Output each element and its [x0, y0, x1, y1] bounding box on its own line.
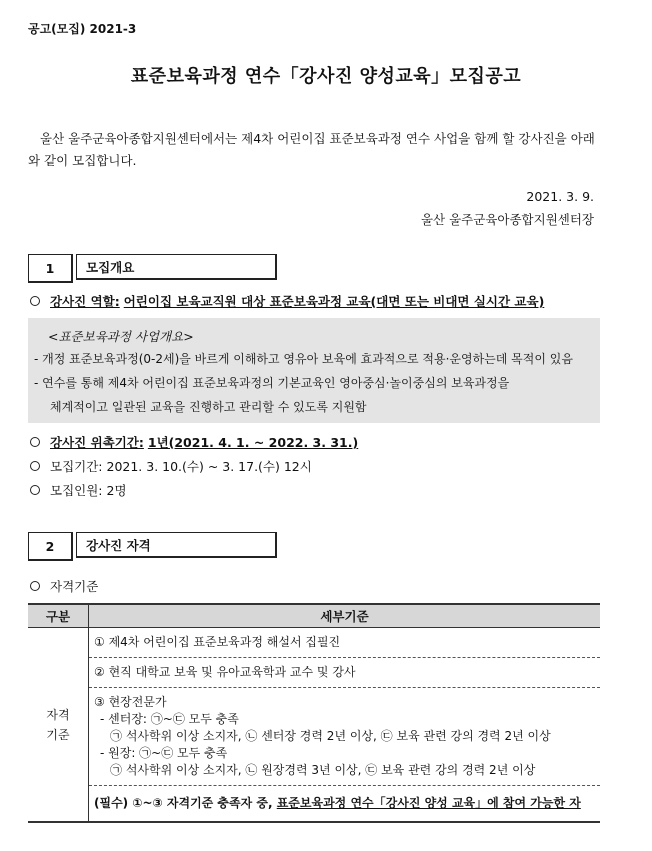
overview-line-2: - 연수를 통해 제4차 어린이집 표준보육과정의 기본교육인 영아중심·놀이중심의 보육과정을	[34, 376, 510, 390]
details-cell	[89, 628, 601, 823]
criteria-heading: 자격기준	[50, 579, 99, 594]
circle-bullet-icon	[30, 485, 40, 495]
role-label: 강사진 역할:	[50, 294, 120, 309]
overview-line-3: 체계적이고 일관된 교육을 진행하고 관리할 수 있도록 지원함	[50, 400, 367, 414]
period-label: 강사진 위촉기간:	[50, 435, 144, 450]
overview-box-heading: <표준보육과정 사업개요>	[48, 329, 194, 344]
notice-number: 공고(모집) 2021-3	[28, 22, 137, 36]
section-1-number: 1	[28, 254, 73, 283]
recruit-period-line	[30, 457, 312, 475]
category-line-1: 자격	[46, 707, 70, 722]
required-prefix: (필수) ①~③ 자격기준 충족자 중,	[94, 796, 277, 810]
item3-head: ③ 현장전문가	[94, 695, 167, 709]
intro-paragraph: 울산 울주군육아종합지원센터에서는 제4차 어린이집 표준보육과정 연수 사업을 함께 할 강사진을 아래와 같이 모집합니다.	[28, 131, 595, 168]
section-2-number: 2	[28, 532, 73, 561]
criteria-heading-line	[30, 577, 98, 595]
category-cell	[28, 628, 89, 823]
page-title: 표준보육과정 연수「강사진 양성교육」모집공고	[130, 66, 522, 87]
role-text: 어린이집 보육교직원 대상 표준보육과정 교육(대면 또는 비대면 실시간 교육)	[123, 294, 545, 309]
recruit-count: 모집인원: 2명	[50, 483, 127, 498]
recruit-count-line	[30, 481, 127, 499]
criteria-item-1: ① 제4차 어린이집 표준보육과정 해설서 집필진	[89, 628, 600, 658]
issuer: 울산 울주군육아종합지원센터장	[420, 212, 594, 227]
notice-date: 2021. 3. 9.	[526, 189, 594, 204]
role-line	[30, 292, 544, 310]
period-text: 1년(2021. 4. 1. ~ 2022. 3. 31.)	[147, 435, 359, 450]
category-line-2: 기준	[46, 727, 70, 742]
circle-bullet-icon	[30, 461, 40, 471]
section-2-title: 강사진 자격	[76, 532, 277, 558]
item3-center-director-detail: ㉠ 석사학위 이상 소지자, ㉡ 센터장 경력 2년 이상, ㉢ 보육 관련 강의 경력 2년 이상	[110, 729, 551, 743]
criteria-required	[89, 786, 600, 821]
item3-principal: - 원장: ㉠~㉢ 모두 충족	[100, 746, 228, 760]
criteria-item-3	[89, 688, 600, 786]
circle-bullet-icon	[30, 581, 40, 591]
criteria-table	[28, 603, 600, 823]
section-1-title: 모집개요	[76, 254, 277, 280]
table-header-details: 세부기준	[89, 604, 601, 628]
circle-bullet-icon	[30, 437, 40, 447]
criteria-item-2: ② 현직 대학교 보육 및 유아교육학과 교수 및 강사	[89, 658, 600, 688]
item3-principal-detail: ㉠ 석사학위 이상 소지자, ㉡ 원장경력 3년 이상, ㉢ 보육 관련 강의 경력 2년 이상	[110, 763, 536, 777]
required-text: 표준보육과정 연수「강사진 양성 교육」에 참여 가능한 자	[276, 796, 581, 810]
circle-bullet-icon	[30, 296, 40, 306]
item3-center-director: - 센터장: ㉠~㉢ 모두 충족	[100, 712, 239, 726]
recruit-period: 모집기간: 2021. 3. 10.(수) ~ 3. 17.(수) 12시	[50, 459, 312, 474]
table-header-category: 구분	[28, 604, 89, 628]
period-line	[30, 433, 358, 451]
overview-line-1: - 개정 표준보육과정(0-2세)을 바르게 이해하고 영유아 보육에 효과적으로 적용·운영하는데 목적이 있음	[34, 352, 573, 366]
